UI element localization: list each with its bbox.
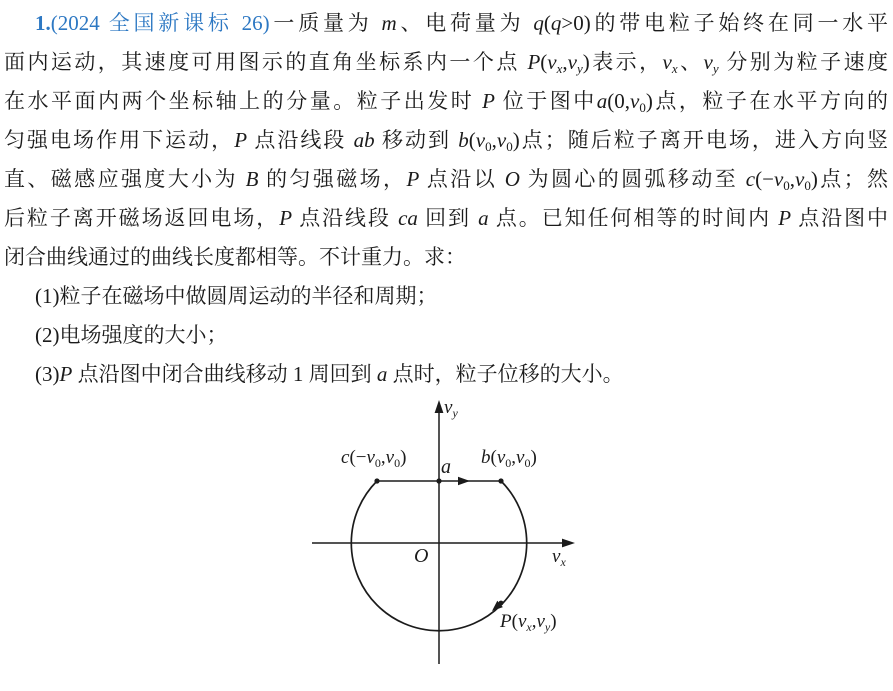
text-segment: P xyxy=(59,362,73,386)
problem-line-2 xyxy=(4,43,888,82)
text-segment: 在水平面内两个坐标轴上的分量。粒子出发时 xyxy=(4,89,483,113)
text-segment: x xyxy=(671,61,678,76)
text-segment: ( xyxy=(490,447,497,468)
text-segment: 后粒子离开磁场返回电场， xyxy=(4,206,280,230)
text-segment: y xyxy=(576,61,583,76)
text-segment: , xyxy=(789,167,796,191)
text-segment: O xyxy=(504,167,520,191)
text-segment: ( xyxy=(540,50,548,74)
text-segment: 点。已知任何相等的时间内 xyxy=(488,206,779,230)
text-segment: ( xyxy=(468,128,476,152)
point-a-label xyxy=(441,456,451,478)
point-p-label xyxy=(500,612,557,634)
text-segment: B xyxy=(245,167,259,191)
text-segment: P xyxy=(406,167,420,191)
chord-direction-arrowhead-icon xyxy=(458,477,470,486)
text-segment: x xyxy=(556,61,563,76)
text-segment: (− xyxy=(755,167,774,191)
point-c-dot xyxy=(374,478,379,483)
text-segment: c xyxy=(341,447,350,468)
text-segment: 0 xyxy=(394,456,401,470)
text-segment: ) xyxy=(550,611,557,632)
text-segment: 面内运动，其速度可用图示的直角坐标系内一个点 xyxy=(4,50,528,74)
text-segment: 0 xyxy=(505,456,512,470)
text-segment: q xyxy=(533,11,544,35)
text-segment: ) xyxy=(400,447,407,468)
text-segment: 0 xyxy=(783,178,790,193)
text-segment: v xyxy=(536,611,545,632)
text-segment: 匀强电场作用下运动， xyxy=(4,128,235,152)
problem-line-5 xyxy=(4,160,888,199)
text-segment: 为圆心的圆弧移动至 xyxy=(519,167,746,191)
text-segment: v xyxy=(795,167,805,191)
text-segment: 点沿图中闭合曲线移动 1 周回到 xyxy=(72,362,377,386)
text-segment: b xyxy=(481,447,491,468)
text-segment: v xyxy=(516,447,525,468)
text-segment: m xyxy=(381,11,397,35)
text-segment: v xyxy=(517,611,527,632)
text-segment: (2)电场强度的大小； xyxy=(35,323,228,347)
question-3 xyxy=(4,355,888,394)
text-segment: 闭合曲线通过的曲线长度都相等。不计重力。求： xyxy=(4,245,466,269)
text-segment: v xyxy=(547,50,557,74)
text-segment: x xyxy=(560,555,566,569)
text-segment: 回到 xyxy=(417,206,479,230)
text-segment: 分别为粒子速度 xyxy=(718,50,888,74)
problem-line-3 xyxy=(4,82,888,121)
text-segment: 点沿以 xyxy=(419,167,505,191)
text-segment: >0)的带电粒子始终在同一水平 xyxy=(561,11,888,35)
problem-line-6 xyxy=(4,199,888,238)
point-p-dot xyxy=(499,601,504,606)
text-segment: 点沿图中 xyxy=(791,206,888,230)
text-segment: v xyxy=(773,167,784,191)
velocity-diagram-svg xyxy=(296,396,596,689)
text-segment: (2024 全国新课标 26) xyxy=(50,11,270,35)
text-segment: y xyxy=(712,61,719,76)
problem-line-1 xyxy=(4,4,888,43)
text-segment: , xyxy=(562,50,568,74)
text-segment: 移动到 xyxy=(374,128,459,152)
vy-axis-label xyxy=(444,398,458,420)
text-segment: 0 xyxy=(804,178,811,193)
text-segment: 点沿线段 xyxy=(292,206,399,230)
problem-line-4 xyxy=(4,121,888,160)
text-segment: )点；然 xyxy=(810,167,888,191)
text-segment: 0 xyxy=(374,456,381,470)
text-segment: b xyxy=(458,128,469,152)
velocity-diagram-figure xyxy=(296,396,596,689)
text-segment: )表示， xyxy=(582,50,663,74)
text-segment: , xyxy=(380,447,386,468)
text-segment: 0 xyxy=(506,139,513,154)
question-2 xyxy=(4,316,888,355)
text-segment: 0 xyxy=(485,139,492,154)
text-segment: 1. xyxy=(35,11,51,35)
text-segment: v xyxy=(444,397,453,418)
question-1 xyxy=(4,277,888,316)
text-segment: P xyxy=(500,611,512,632)
text-segment: P xyxy=(234,128,248,152)
text-segment: (3) xyxy=(35,362,60,386)
text-segment: 直、磁感应强度大小为 xyxy=(4,167,246,191)
text-segment: v xyxy=(496,128,507,152)
text-segment: v xyxy=(552,546,561,567)
vy-axis-arrowhead-icon xyxy=(435,400,444,413)
text-segment: a xyxy=(441,456,451,478)
text-segment: 0 xyxy=(524,456,531,470)
text-segment: )点；随后粒子离开电场，进入方向竖 xyxy=(512,128,888,152)
text-segment: 、电荷量为 xyxy=(396,11,534,35)
text-segment: ) xyxy=(530,447,537,468)
text-segment: v xyxy=(475,128,486,152)
text-segment: 、 xyxy=(677,50,704,74)
text-segment: O xyxy=(414,545,429,567)
text-segment: P xyxy=(527,50,541,74)
text-segment: , xyxy=(531,611,537,632)
text-segment: v xyxy=(662,50,672,74)
text-segment: y xyxy=(544,620,551,634)
text-segment: a xyxy=(478,206,489,230)
text-segment: ( xyxy=(543,11,551,35)
text-segment: v xyxy=(567,50,577,74)
text-segment: ca xyxy=(398,206,418,230)
text-segment: 点时，粒子位移的大小。 xyxy=(387,362,624,386)
text-segment: a xyxy=(596,89,608,113)
text-segment: 位于图中 xyxy=(494,89,597,113)
text-segment: P xyxy=(279,206,293,230)
text-segment: v xyxy=(703,50,713,74)
origin-label xyxy=(414,545,428,567)
text-segment: (1)粒子在磁场中做圆周运动的半径和周期； xyxy=(35,284,438,308)
text-segment: y xyxy=(452,406,458,420)
text-segment: q xyxy=(550,11,562,35)
text-segment: , xyxy=(491,128,497,152)
text-segment: v xyxy=(366,447,375,468)
text-segment: ( xyxy=(511,611,518,632)
text-segment: a xyxy=(376,362,388,386)
text-segment: P xyxy=(778,206,792,230)
point-c-label xyxy=(341,448,406,470)
text-segment: c xyxy=(745,167,756,191)
text-segment: ab xyxy=(353,128,375,152)
text-segment: v xyxy=(385,447,395,468)
text-segment: , xyxy=(511,447,517,468)
text-segment: x xyxy=(526,620,532,634)
vx-axis-label xyxy=(552,547,566,569)
text-segment: (0, xyxy=(607,89,631,113)
text-segment: 一质量为 xyxy=(269,11,382,35)
text-segment: 点沿线段 xyxy=(247,128,354,152)
text-segment: 的匀强磁场， xyxy=(258,167,407,191)
text-segment: v xyxy=(630,89,640,113)
text-segment: (− xyxy=(349,447,367,468)
point-b-dot xyxy=(498,478,503,483)
text-segment: )点，粒子在水平方向的 xyxy=(645,89,888,113)
point-a-dot xyxy=(436,478,441,483)
problem-line-7 xyxy=(4,238,888,277)
point-b-label xyxy=(481,448,537,470)
text-segment: v xyxy=(496,447,506,468)
text-segment: P xyxy=(482,89,495,113)
text-segment: 0 xyxy=(639,100,646,115)
